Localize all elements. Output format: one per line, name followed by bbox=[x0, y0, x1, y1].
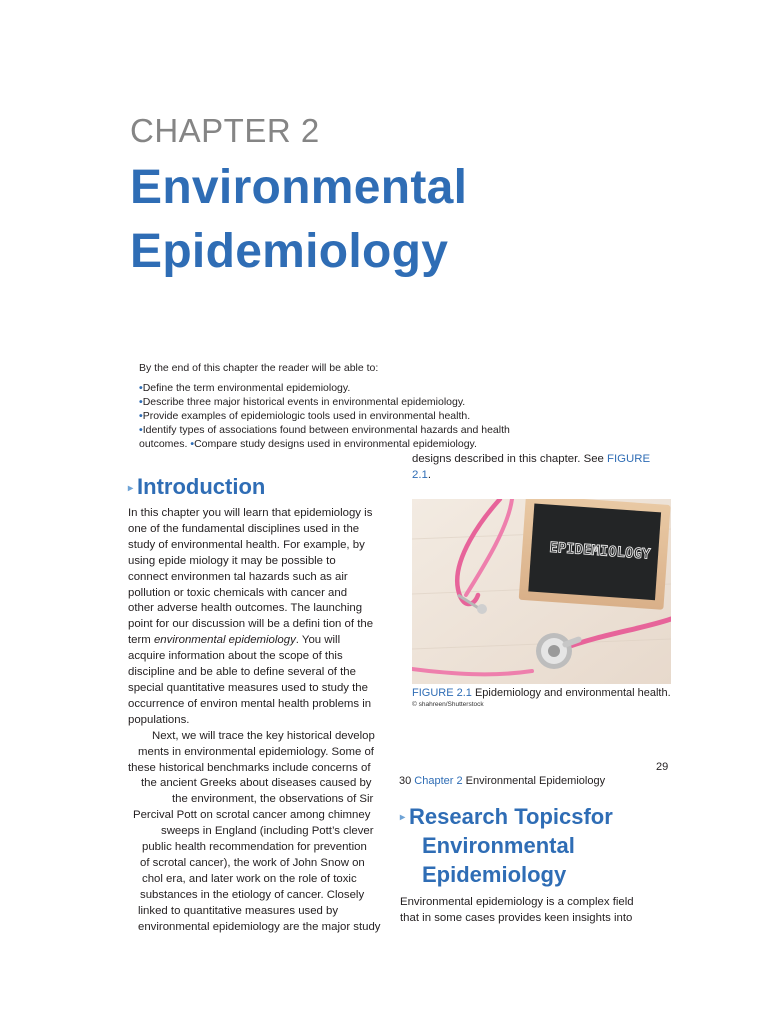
objective-text: Describe three major historical events in environmental epidemiology. bbox=[142, 396, 466, 408]
triangle-right-icon: ▸ bbox=[128, 482, 134, 494]
chapter-label: CHAPTER 2 bbox=[130, 112, 320, 149]
figure-ref-link[interactable]: FIGURE bbox=[607, 453, 651, 465]
text-line: sweeps in England (including Pott’s clever bbox=[161, 825, 374, 838]
running-head-page: 30 bbox=[399, 775, 415, 787]
text-line: acquire information about the scope of this bbox=[128, 650, 343, 663]
bullet-icon: • bbox=[139, 382, 143, 394]
text-line: populations. bbox=[128, 713, 190, 726]
bullet-icon: • bbox=[139, 396, 143, 408]
text-line: study of environmental health. For example, by bbox=[128, 538, 365, 551]
research-topics-body bbox=[400, 895, 670, 927]
figure-ref-link[interactable]: 2.1 bbox=[412, 468, 428, 481]
heading-line: Environmental bbox=[422, 833, 575, 859]
objective-item bbox=[139, 381, 539, 395]
continued-text bbox=[412, 452, 672, 484]
triangle-right-icon: ▸ bbox=[400, 811, 406, 823]
introduction-heading bbox=[128, 474, 265, 500]
chapter-title-line-2: Epidemiology bbox=[130, 225, 449, 278]
text-line: the ancient Greeks about diseases caused by bbox=[141, 777, 372, 790]
text-line: pollution or toxic chemicals with cancer and bbox=[128, 586, 348, 599]
text-span: term bbox=[128, 634, 154, 647]
sentence-end: . bbox=[427, 468, 432, 481]
epidemiology-photo-illustration bbox=[412, 499, 671, 684]
text-line: public health recommendation for prevention bbox=[142, 841, 367, 854]
objective-text: Identify types of associations found between environmental hazards and health bbox=[142, 424, 510, 436]
objective-text: Compare study designs used in environmental epidemiology. bbox=[194, 438, 477, 450]
figure-caption bbox=[412, 687, 682, 699]
text-line: the environment, the observations of Sir bbox=[172, 793, 374, 806]
objectives-intro: By the end of this chapter the reader will be able to: bbox=[139, 362, 379, 374]
text-line: point for our discussion will be a defini tion of the bbox=[128, 618, 374, 631]
bullet-icon: • bbox=[139, 424, 143, 436]
text-line: that in some cases provides keen insights into bbox=[400, 911, 633, 924]
text-line: Next, we will trace the key historical develop bbox=[152, 729, 375, 742]
text-line: Environmental epidemiology is a complex field bbox=[400, 896, 634, 908]
text-line: In this chapter you will learn that epidemiology is bbox=[128, 507, 373, 519]
text-line: environmental epidemiology are the major study bbox=[138, 920, 381, 933]
chalkboard-text: EPIDEMIOLOGY bbox=[548, 539, 651, 563]
text-line: discipline and be able to define several of the bbox=[128, 666, 356, 679]
text-line: ments in environmental epidemiology. Some of bbox=[138, 745, 374, 758]
figure-caption-text: Epidemiology and environmental health. bbox=[471, 687, 671, 699]
text-line: of scrotal cancer), the work of John Snow on bbox=[140, 856, 365, 869]
chapter-title-line-1: Environmental bbox=[130, 161, 468, 214]
heading-line: Research Topicsfor bbox=[409, 804, 613, 829]
running-head bbox=[399, 775, 605, 787]
figure-photo bbox=[412, 499, 671, 684]
objective-text: outcomes. bbox=[139, 438, 188, 450]
objective-item bbox=[139, 395, 539, 409]
text-line: these historical benchmarks include concerns of bbox=[128, 761, 371, 774]
objective-item bbox=[139, 409, 539, 423]
research-topics-heading bbox=[400, 803, 660, 889]
bullet-icon: • bbox=[190, 438, 195, 450]
continued-sentence: designs described in this chapter. See bbox=[412, 453, 608, 465]
page-number: 29 bbox=[656, 761, 669, 773]
text-line: using epide miology it may be possible to bbox=[128, 554, 336, 567]
text-line: special quantitative measures used to study the bbox=[128, 681, 368, 694]
text-line: connect environmen tal hazards such as air bbox=[128, 570, 348, 583]
heading-line: Epidemiology bbox=[422, 861, 567, 887]
running-head-title: Environmental Epidemiology bbox=[462, 775, 606, 787]
figure-label: FIGURE 2.1 bbox=[412, 687, 472, 699]
introduction-body bbox=[128, 506, 390, 935]
text-line: linked to quantitative measures used by bbox=[138, 904, 339, 917]
objectives-list bbox=[139, 381, 539, 451]
text-line: substances in the etiology of cancer. Closely bbox=[140, 888, 365, 901]
text-line: occurrence of environ mental health problems in bbox=[128, 697, 372, 710]
text-span: . You will bbox=[295, 634, 341, 647]
objective-item bbox=[139, 423, 539, 437]
photo-credit: © shahreen/Shutterstock bbox=[412, 701, 484, 708]
text-line: chol era, and later work on the role of toxic bbox=[142, 872, 357, 885]
running-head-chapter: Chapter 2 bbox=[414, 775, 463, 787]
bullet-icon: • bbox=[139, 410, 143, 422]
text-line bbox=[128, 633, 390, 649]
objective-item bbox=[139, 437, 539, 451]
objective-text: Define the term environmental epidemiology. bbox=[142, 382, 351, 394]
introduction-heading-text: Introduction bbox=[137, 474, 266, 499]
text-line: Percival Pott on scrotal cancer among chimney bbox=[133, 809, 371, 822]
italic-term: environmental epidemiology bbox=[153, 634, 296, 647]
text-line: one of the fundamental disciplines used in the bbox=[128, 522, 360, 535]
text-line: other adverse health outcomes. The launching bbox=[128, 602, 363, 615]
objective-text: Provide examples of epidemiologic tools used in environmental health. bbox=[142, 410, 471, 422]
